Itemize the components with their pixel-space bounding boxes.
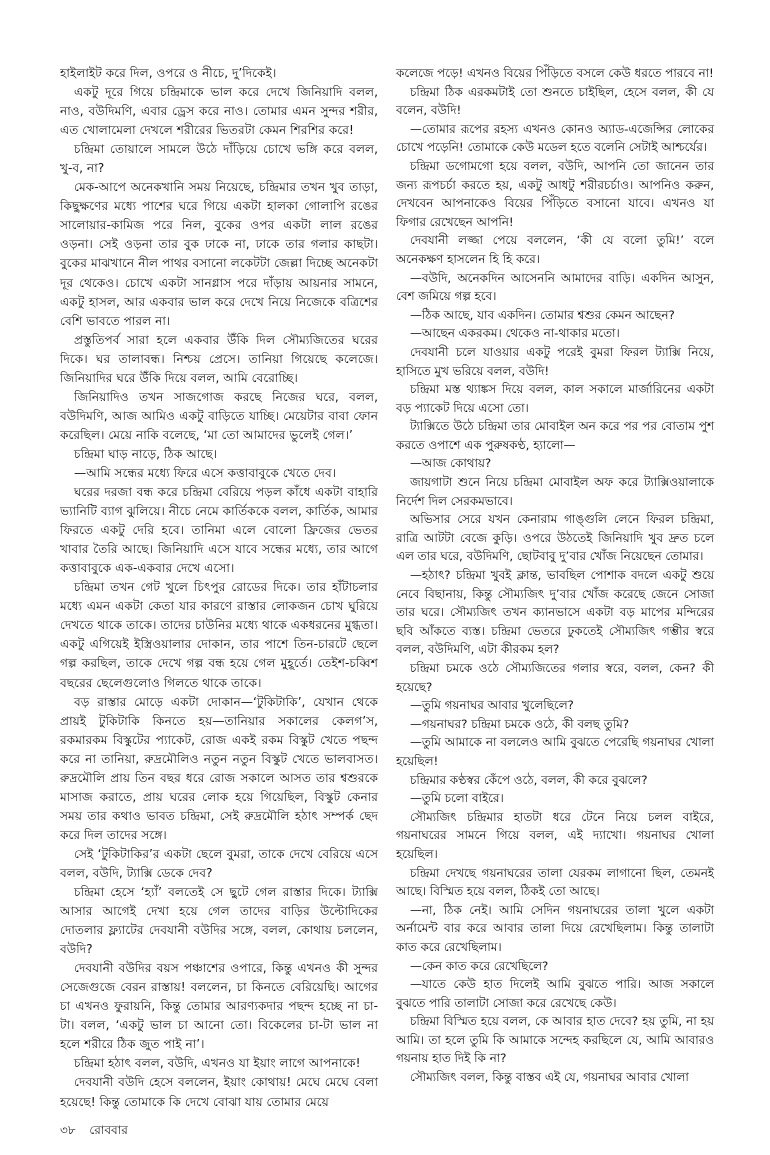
- paragraph: —না, ঠিক নেই। আমি সেদিন গয়নাঘরের তালা খুলে একটা অর্নামেন্ট বার করে আবার তালা দিয়ে রেখেছিলাম। কিন্তু তালাটা কাত করে রেখেছিলাম।: [396, 902, 714, 954]
- left-column: [60, 64, 378, 1112]
- paragraph: চন্দ্রিমা ঘাড় নাড়ে, ঠিক আছে।: [74, 446, 218, 461]
- paragraph: অভিসার সেরে যখন কেনারাম গাঙ্গুলি লেনে ফিরল চন্দ্রিমা, রাত্রি আটটা বেজে কুড়ি। ওপরে উঠতেই জিনিয়াদি খুব দ্রুত চলে এল তার ঘরে, বউদিমণি, ছোটবাবু দু’বার খোঁজ নিয়েছেন তোমার।: [396, 512, 714, 564]
- paragraph: চন্দ্রিমা হেসে ‘হ্যাঁ’ বলতেই সে ছুটে গেল রাস্তার দিকে। ট্যাক্সি আসার আগেই দেখা হয়ে গেল তাদের বাড়ির উল্টোদিকের দোতলার ফ্ল্যাটের দেবযানী বউদির সঙ্গে, বলল, কোথায় চললেন, বউদি?: [60, 885, 378, 957]
- page-footer: [60, 1122, 128, 1142]
- right-column: [396, 64, 714, 1087]
- paragraph: —তোমার রূপের রহস্য এখনও কোনও অ্যাড-এজেন্সির লোকের চোখে পড়েনি! তোমাকে কেউ মডেল হতে বলেনি সেটাই আশ্চর্যের।: [396, 121, 714, 155]
- paragraph: চন্দ্রিমা হঠাৎ বলল, বউদি, এখনও যা ইয়াং লাগে আপনাকে!: [74, 1056, 361, 1071]
- paragraph: —কেন কাত করে রেখেছিলে?: [410, 958, 549, 973]
- paragraph: দেবযানী বউদির বয়স পঞ্চাশের ওপারে, কিন্তু এখনও কী সুন্দর সেজেগুজে বেরন রাস্তায়! বললেন, চা কিনতে বেরিয়েছি। আগের চা এখনও ফুরায়নি, কিন্তু তোমার আরণ্যকদার পছন্দ হচ্ছে না চা-টা। বলল, ‘একটু ভাল চা আনো তো। বিকেলের চা-টা ভাল না হলে শরীরে ঠিক জুত পাই না’।: [60, 961, 378, 1052]
- paragraph: —যাতে কেউ হাত দিলেই আমি বুঝতে পারি। আজ সকালে বুঝতে পারি তালাটা সোজা করে রেখেছে কেউ।: [396, 977, 714, 1010]
- paragraph: —আজ কোথায়?: [410, 456, 492, 471]
- paragraph: —তুমি গয়নাঘর আবার খুলেছিলে?: [410, 698, 574, 713]
- paragraph: হাইলাইট করে দিল, ওপরে ও নীচে, দু’দিকেই।: [60, 66, 277, 80]
- paragraph: চন্দ্রিমা ডগোমগো হয়ে বলল, বউদি, আপনি তো জানেন তার জন্য রূপচর্চা করতে হয়, একটু আধটু শরীরচর্চাও। আপনিও করুন, দেখবেন আপনাকেও বিয়ের পিঁড়িতে বসানো যাবে। এখনও যা ফিগার রেখেছেন আপনি!: [396, 158, 714, 229]
- paragraph: ঘরের দরজা বন্ধ করে চন্দ্রিমা বেরিয়ে পড়ল কাঁধে একটা বাহারি ভ্যানিটি ব্যাগ ঝুলিয়ে। নীচে নেমে কার্তিককে বলল, কার্তিক, আমার ফিরতে একটু দেরি হবে। তানিমা এলে বোলো ফ্রিজের ভেতর খাবার তৈরি আছে। জিনিয়াদি এসে যাবে সন্ধের মধ্যে, তার আগে কত্তাবাবুকে এক-একবার দেখে এসো।: [60, 485, 378, 576]
- paragraph: —তুমি আমাকে না বললেও আমি বুঝতে পেরেছি গয়নাঘর খোলা হয়েছিল!: [396, 735, 714, 768]
- paragraph: চন্দ্রিমা মস্ত থ্যাঙ্কস দিয়ে বলল, কাল সকালে মার্জারিনের একটা বড় প্যাকেট দিয়ে এসো তো।: [396, 382, 714, 415]
- paragraph: সৌম্যজিৎ চন্দ্রিমার হাতটা ধরে টেনে নিয়ে চলল বাইরে, গয়নাঘরের সামনে গিয়ে বলল, এই দ্যাখো। গয়নাঘর খোলা হয়েছিল।: [396, 809, 714, 861]
- paragraph: চন্দ্রিমা চমকে ওঠে সৌম্যজিতের গলার স্বরে, বলল, কেন? কী হয়েছে?: [396, 661, 714, 694]
- paragraph: বড় রাস্তার মোড়ে একটা দোকান—‘টুকিটাকি’, যেখান থেকে প্রায়ই টুকিটাকি কিনতে হয়—তানিয়ার সকালের কেলগ’স, রকমারকম বিস্কুটের প্যাকেট, রোজ একই রকম বিস্কুট খেতে পছন্দ করে না তানিয়া, রুদ্রমৌলিও নতুন নতুন বিস্কুট খেতে ভালবাসত। রুদ্রমৌলি প্রায় তিন বছর ধরে রোজ সকালে আসত তার শ্বশুরকে মাসাজ করাতে, প্রায় ঘরের লোক হয়ে গিয়েছিল, বিস্কুট কেনার সময় তার কথাও ভাবত চন্দ্রিমা, সেই রুদ্রমৌলি হঠাৎ সম্পর্ক ছেদ করে দিল তাদের সঙ্গে।: [60, 694, 378, 842]
- paragraph: চন্দ্রিমা বিস্মিত হয়ে বলল, কে আবার হাত দেবে? হয় তুমি, না হয় আমি। তা হলে তুমি কি আমাকে সন্দেহ করছিলে যে, আমি আবারও গয়নায় হাত দিই কি না?: [396, 1014, 714, 1066]
- paragraph: চন্দ্রিমা ঠিক এরকমটাই তো শুনতে চাইছিল, হেসে বলল, কী যে বলেন, বউদি!: [396, 84, 714, 118]
- paragraph: —ঠিক আছে, যাব একদিন। তোমার শ্বশুর কেমন আছেন?: [410, 307, 675, 322]
- paragraph: প্রস্তুতিপর্ব সারা হলে একবার উঁকি দিল সৌম্যজিতের ঘরের দিকে। ঘর তালাবন্ধ। নিশ্চয় প্রেসে। তানিয়া গিয়েছে কলেজে। জিনিয়াদির ঘরে উঁকি দিয়ে বলল, আমি বেরোচ্ছি।: [60, 332, 378, 385]
- paragraph: চন্দ্রিমা দেখছে গয়নাঘরের তালা যেরকম লাগানো ছিল, তেমনই আছে। বিস্মিত হয়ে বলল, ঠিকই তো আছে।: [396, 865, 714, 899]
- magazine-name: রোববার: [89, 1123, 128, 1137]
- paragraph: কলেজে পড়ে! এখনও বিয়ের পিঁড়িতে বসলে কেউ ধরতে পারবে না!: [396, 66, 714, 80]
- paragraph: —বউদি, অনেকদিন আসেননি আমাদের বাড়ি। একদিন আসুন, বেশ জমিয়ে গল্প হবে।: [396, 270, 714, 304]
- paragraph: চন্দ্রিমা তোয়ালে সামলে উঠে দাঁড়িয়ে চোখে ভঙ্গি করে বলল, খু-ব, না?: [60, 142, 378, 176]
- paragraph: ট্যাক্সিতে উঠে চন্দ্রিমা তার মোবাইল অন করে পর পর বোতাম পুশ করতে ওপাশে এক পুরুষকণ্ঠ, হ্যালো—: [396, 419, 714, 452]
- paragraph: জায়গাটা শুনে নিয়ে চন্দ্রিমা মোবাইল অফ করে ট্যাক্সিওয়ালাকে নির্দেশ দিল সেরকমভাবে।: [396, 475, 714, 508]
- paragraph: —আছেন একরকম। থেকেও না-থাকার মতো।: [410, 326, 620, 341]
- paragraph: দেবযানী বউদি হেসে বললেন, ইয়াং কোথায়! মেঘে মেঘে বেলা হয়েছে! কিন্তু তোমাকে কি দেখে বোঝা যায় তোমার মেয়ে: [60, 1075, 378, 1109]
- paragraph: মেক-আপে অনেকখানি সময় নিয়েছে, চন্দ্রিমার তখন খুব তাড়া, কিছুক্ষণের মধ্যে পাশের ঘরে গিয়ে একটা হালকা গোলাপি রঙের সালোয়ার-কামিজ পরে নিল, বুকের ওপর একটা লাল রঙের ওড়না। সেই ওড়না তার বুক ঢাকে না, ঢাকে তার গলার কাছটা। বুকের মাঝখানে নীল পাথর বসানো লকেটটা জেল্লা দিচ্ছে অনেকটা দূর থেকেও। চোখে একটা সানগ্লাস পরে দাঁড়ায় আয়নার সামনে, একটু হাসল, আর একবার ভাল করে দেখে নিয়ে নিজেকে বত্রিশের বেশি ভাবতে পারল না।: [60, 180, 378, 328]
- page-number: ৩৮: [60, 1123, 76, 1137]
- paragraph: চন্দ্রিমা তখন গেট খুলে চিৎপুর রোডের দিকে। তার হাঁটাচলার মধ্যে এমন একটা কেতা যার কারণে রাস্তার লোকজন চোখ ঘুরিয়ে দেখতে থাকে তাকে। তাদের চাউনির মধ্যে থাকে একধরনের মুগ্ধতা। একটু এগিয়েই ইস্ত্রিওয়ালার দোকান, তার পাশে তিন-চারটে ছেলে গল্প করছিল, তাকে দেখে গল্প বন্ধ হয়ে গেল মুহূর্তে। তেইশ-চব্বিশ বছরের ছেলেগুলোও গিলতে থাকে তাকে।: [60, 580, 378, 690]
- paragraph: —তুমি চলো বাইরে।: [410, 791, 504, 806]
- paragraph: —আমি সন্ধের মধ্যে ফিরে এসে কত্তাবাবুকে খেতে দেব।: [74, 465, 337, 480]
- paragraph: সেই ‘টুকিটাকির’র একটা ছেলে বুমরা, তাকে দেখে বেরিয়ে এসে বলল, বউদি, ট্যাক্সি ডেকে দেব?: [60, 846, 378, 880]
- paragraph: দেবযানী চলে যাওয়ার একটু পরেই বুমরা ফিরল ট্যাক্সি নিয়ে, হাসিতে মুখ ভরিয়ে বলল, বউদি!: [396, 344, 714, 378]
- paragraph: জিনিয়াদিও তখন সাজগোজ করছে নিজের ঘরে, বলল, বউদিমণি, আজ আমিও একটু বাড়িতে যাচ্ছি। মেয়েটার বাবা ফোন করেছিল। মেয়ে নাকি বলেছে, ‘মা তো আমাদের ভুলেই গেল।’: [60, 389, 378, 442]
- paragraph: দেবযানী লজ্জা পেয়ে বললেন, ‘কী যে বলো তুমি!’ বলে অনেকক্ষণ হাসলেন হি হি করে।: [396, 233, 714, 266]
- paragraph: —গয়নাঘর? চন্দ্রিমা চমকে ওঠে, কী বলছ তুমি?: [410, 716, 630, 731]
- paragraph: একটু দূরে গিয়ে চন্দ্রিমাকে ভাল করে দেখে জিনিয়াদি বলল, নাও, বউদিমণি, এবার ড্রেস করে নাও। তোমার এমন সুন্দর শরীর, এত খোলামেলা দেখলে শরীরের ভিতরটা কেমন শিরশির করে!: [60, 85, 378, 138]
- paragraph: —হঠাৎ? চন্দ্রিমা খুবই ক্লান্ত, ভাবছিল পোশাক বদলে একটু শুয়ে নেবে বিছানায়, কিন্তু সৌম্যজিৎ দু’বার খোঁজ করেছে জেনে সোজা তার ঘরে। সৌম্যজিৎ তখন ক্যানভাসে একটা বড় মাপের মন্দিরের ছবি আঁকতে ব্যস্ত। চন্দ্রিমা ভেতরে ঢুকতেই সৌম্যজিৎ গম্ভীর স্বরে বলল, বউদিমণি, এটা কীরকম হল?: [396, 568, 714, 657]
- paragraph: চন্দ্রিমার কণ্ঠস্বর কেঁপে ওঠে, বলল, কী করে বুঝলে?: [410, 772, 648, 787]
- paragraph: সৌম্যজিৎ বলল, কিন্তু বাস্তব এই যে, গয়নাঘর আবার খোলা: [410, 1070, 689, 1085]
